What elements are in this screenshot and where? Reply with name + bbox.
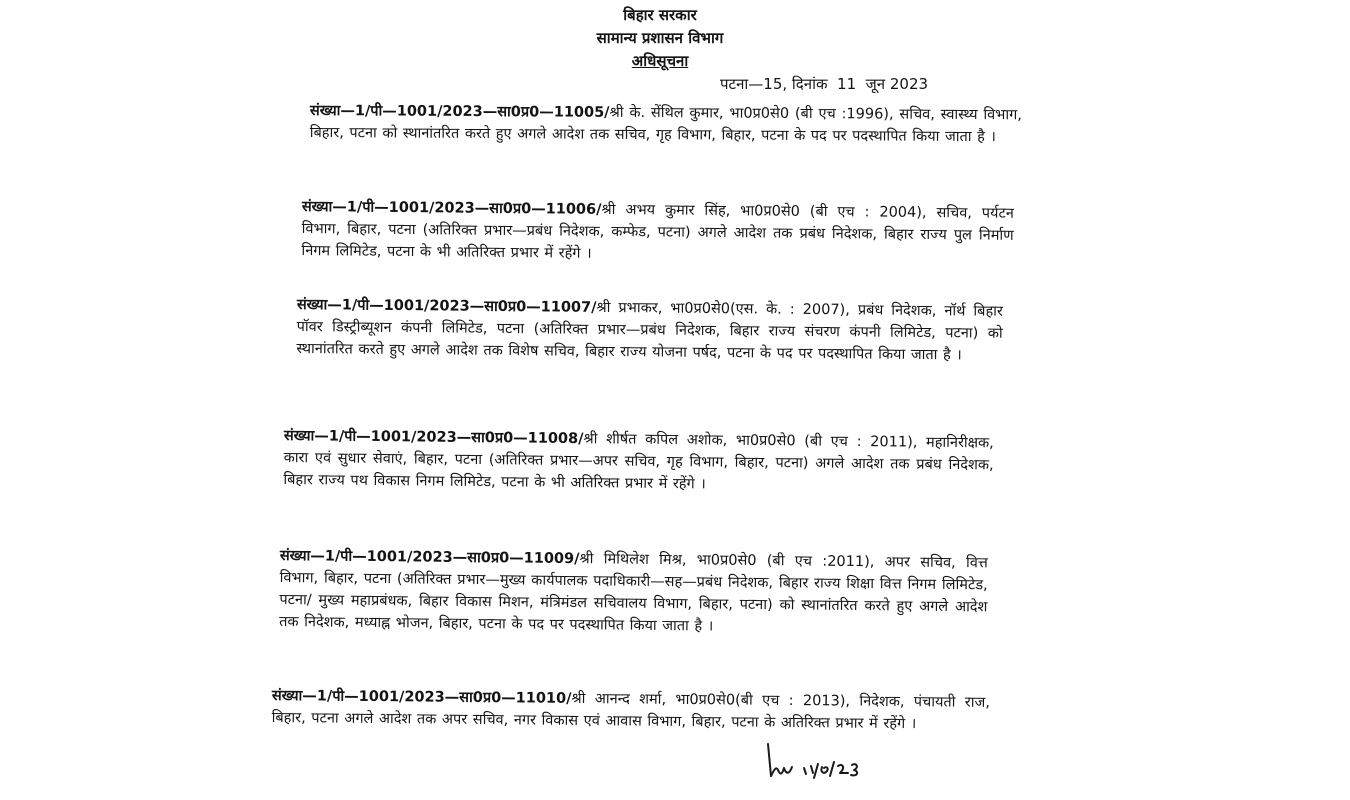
department-heading: सामान्य प्रशासन विभाग xyxy=(596,29,724,47)
order-number: संख्या—1/पी—1001/2023—सा0प्र0—11006/ xyxy=(301,198,602,218)
order-number: संख्या—1/पी—1001/2023—सा0प्र0—11005/ xyxy=(309,102,610,121)
order-paragraph xyxy=(283,425,994,498)
order-number: संख्या—1/पी—1001/2023—सा0प्र0—11009/ xyxy=(279,547,580,568)
order-paragraph xyxy=(296,294,1003,367)
order-paragraph xyxy=(310,100,1022,148)
order-number: संख्या—1/पी—1001/2023—सा0प्र0—11007/ xyxy=(296,296,597,316)
order-text: श्री के. सेंथिल कुमार, भा0प्र0से0 (बी एच :1996), सचिव, स्वास्थ्य विभाग, बिहार, पटना को स्थानांतरित करते हुए अगले आदेश तक सचिव, गृह विभाग, बिहार, पटना के पद पर पदस्थापित किया जाता है । xyxy=(309,104,1022,146)
order-paragraph xyxy=(301,196,1014,269)
handwritten-signature xyxy=(762,740,882,790)
order-paragraph xyxy=(272,685,990,736)
order-text: श्री शीर्षत कपिल अशोक, भा0प्र0से0 (बी एच : 2011), महानिरीक्षक, कारा एवं सुधार सेवाएं, बिहार, पटना (अतिरिक्त प्रभार—अपर सचिव, गृह विभाग, बिहार, पटना) अगले आदेश तक प्रबंध निदेशक, बिहार राज्य पथ विकास निगम लिमिटेड, पटना के भी अतिरिक्त प्रभार में रहेंगे । xyxy=(283,431,994,493)
order-paragraph xyxy=(279,545,988,640)
order-text: श्री आनन्द शर्मा, भा0प्र0से0(बी एच : 2013), निदेशक, पंचायती राज, बिहार, पटना अगले आदेश तक अपर सचिव, नगर विकास एवं आवास विभाग, बिहार, पटना के अतिरिक्त प्रभार में रहेंगे । xyxy=(271,690,990,733)
notification-title: अधिसूचना xyxy=(631,52,689,70)
dateline: पटना—15, दिनांक 11 जून 2023 xyxy=(720,75,929,93)
order-number: संख्या—1/पी—1001/2023—सा0प्र0—11008/ xyxy=(283,427,584,448)
order-number: संख्या—1/पी—1001/2023—सा0प्र0—11010/ xyxy=(271,687,572,707)
order-text: श्री मिथिलेश मिश्र, भा0प्र0से0 (बी एच :2011), अपर सचिव, वित्त विभाग, बिहार, पटना (अतिरिक्त प्रभार—मुख्य कार्यपालक पदाधिकारी—सह—प्रबंध निदेशक, बिहार राज्य शिक्षा वित्त निगम लिमिटेड, पटना/ मुख्य महाप्रबंधक, बिहार विकास मिशन, मंत्रिमंडल सचिवालय विभाग, बिहार, पटना) को स्थानांतरित करते हुए अगले आदेश तक निदेशक, मध्याह्न भोजन, बिहार, पटना के पद पर पदस्थापित किया जाता है । xyxy=(279,551,988,635)
government-heading: बिहार सरकार xyxy=(623,6,697,24)
order-text: श्री प्रभाकर, भा0प्र0से0(एस. के. : 2007), प्रबंध निदेशक, नॉर्थ बिहार पॉवर डिस्ट्रीब्यूशन कंपनी लिमिटेड, पटना (अतिरिक्त प्रभार—प्रबंध निदेशक, बिहार राज्य संचरण कंपनी लिमिटेड, पटना) को स्थानांतरित करते हुए अगले आदेश तक विशेष सचिव, बिहार राज्य योजना पर्षद, पटना के पद पर पदस्थापित किया जाता है । xyxy=(296,299,1003,364)
order-text: श्री अभय कुमार सिंह, भा0प्र0से0 (बी एच : 2004), सचिव, पर्यटन विभाग, बिहार, पटना (अतिरिक्त प्रभार—प्रबंध निदेशक, कम्फेड, पटना) अगले आदेश तक प्रबंध निदेशक, बिहार राज्य पुल निर्माण निगम लिमिटेड, पटना के भी अतिरिक्त प्रभार में रहेंगे । xyxy=(301,201,1014,262)
